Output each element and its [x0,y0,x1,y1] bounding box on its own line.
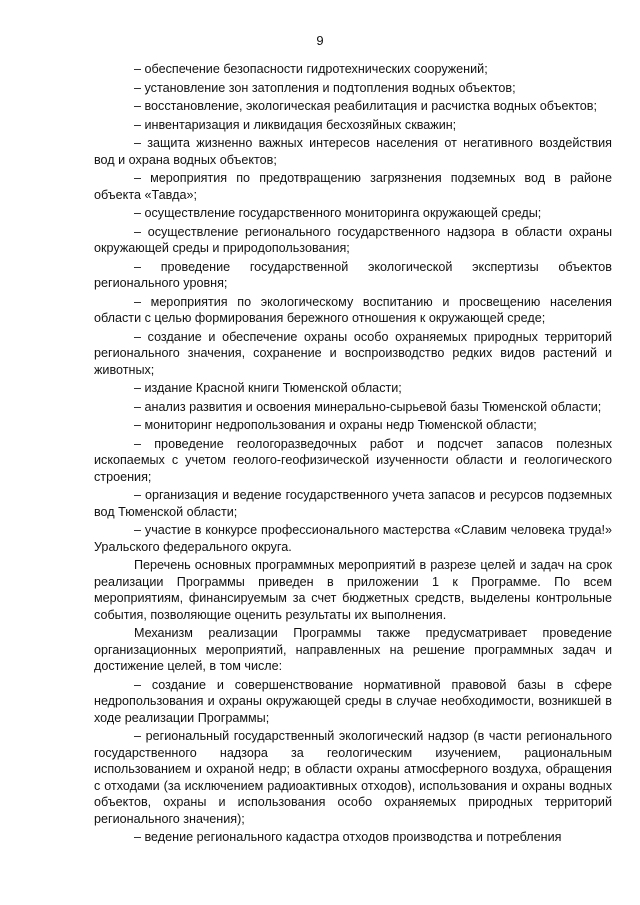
document-body [94,61,612,848]
paragraph: – установление зон затопления и подтопления водных объектов; [134,80,516,95]
paragraph: Перечень основных программных мероприятий в разрезе целей и задач на срок реализации Программы приведен в приложении 1 к Программе. По всем мероприятиям, финансируемым за счет бюджетных средств, выделены контрольные события, позволяющие оценить результаты их выполнения. [94,558,612,622]
paragraph: – создание и обеспечение охраны особо охраняемых природных территорий регионального значения, сохранение и воспроизводство редких видов растений и животных; [94,329,612,377]
paragraph: Механизм реализации Программы также предусматривает проведение организационных мероприятий, направленных на решение программных задач и достижение целей, в том числе: [94,626,612,673]
paragraph: – ведение регионального кадастра отходов производства и потребления [134,830,562,844]
paragraph: – создание и совершенствование нормативной правовой базы в сфере недропользования и охраны окружающей среды в случае необходимости, возникшей в ходе реализации Программы; [94,677,612,725]
paragraph: – осуществление регионального государственного надзора в области охраны окружающей среды и природопользования; [94,224,612,255]
paragraph: – участие в конкурсе профессионального мастерства «Славим человека труда!» Уральского федерального округа. [94,523,612,554]
paragraph: – организация и ведение государственного учета запасов и ресурсов подземных вод Тюменской области; [94,488,612,519]
paragraph: – восстановление, экологическая реабилитация и расчистка водных объектов; [134,99,597,113]
paragraph: – мероприятия по экологическому воспитанию и просвещению населения области с целью формирования бережного отношения к окружающей среде; [94,294,612,325]
paragraph: – мероприятия по предотвращению загрязнения подземных вод в районе объекта «Тавда»; [94,171,612,202]
paragraph: – мониторинг недропользования и охраны недр Тюменской области; [134,418,537,432]
paragraph: – защита жизненно важных интересов населения от негативного воздействия вод и охрана водных объектов; [94,136,612,167]
paragraph: – инвентаризация и ликвидация бесхозяйных скважин; [134,117,457,132]
paragraph: – анализ развития и освоения минерально-сырьевой базы Тюменской области; [134,399,602,414]
paragraph: – проведение геологоразведочных работ и подсчет запасов полезных ископаемых с учетом геолого-геофизической изученности области и геологического строения; [94,436,612,484]
paragraph: – проведение государственной экологической экспертизы объектов регионального уровня; [94,259,612,290]
paragraph: – региональный государственный экологический надзор (в части регионального государственного надзора за геологическим изучением, рациональным использованием и охраной недр; в области охраны атмосферного воздуха, обращения с отходами (за исключением радиоактивных отходов), использования и охраны водных объектов, охраны и использования особо охраняемых природных территорий регионального значения); [94,729,612,826]
paragraph: – издание Красной книги Тюменской области; [134,381,402,395]
page-number: 9 [316,33,324,48]
paragraph: – осуществление государственного мониторинга окружающей среды; [134,206,542,220]
paragraph: – обеспечение безопасности гидротехнических сооружений; [134,62,488,76]
